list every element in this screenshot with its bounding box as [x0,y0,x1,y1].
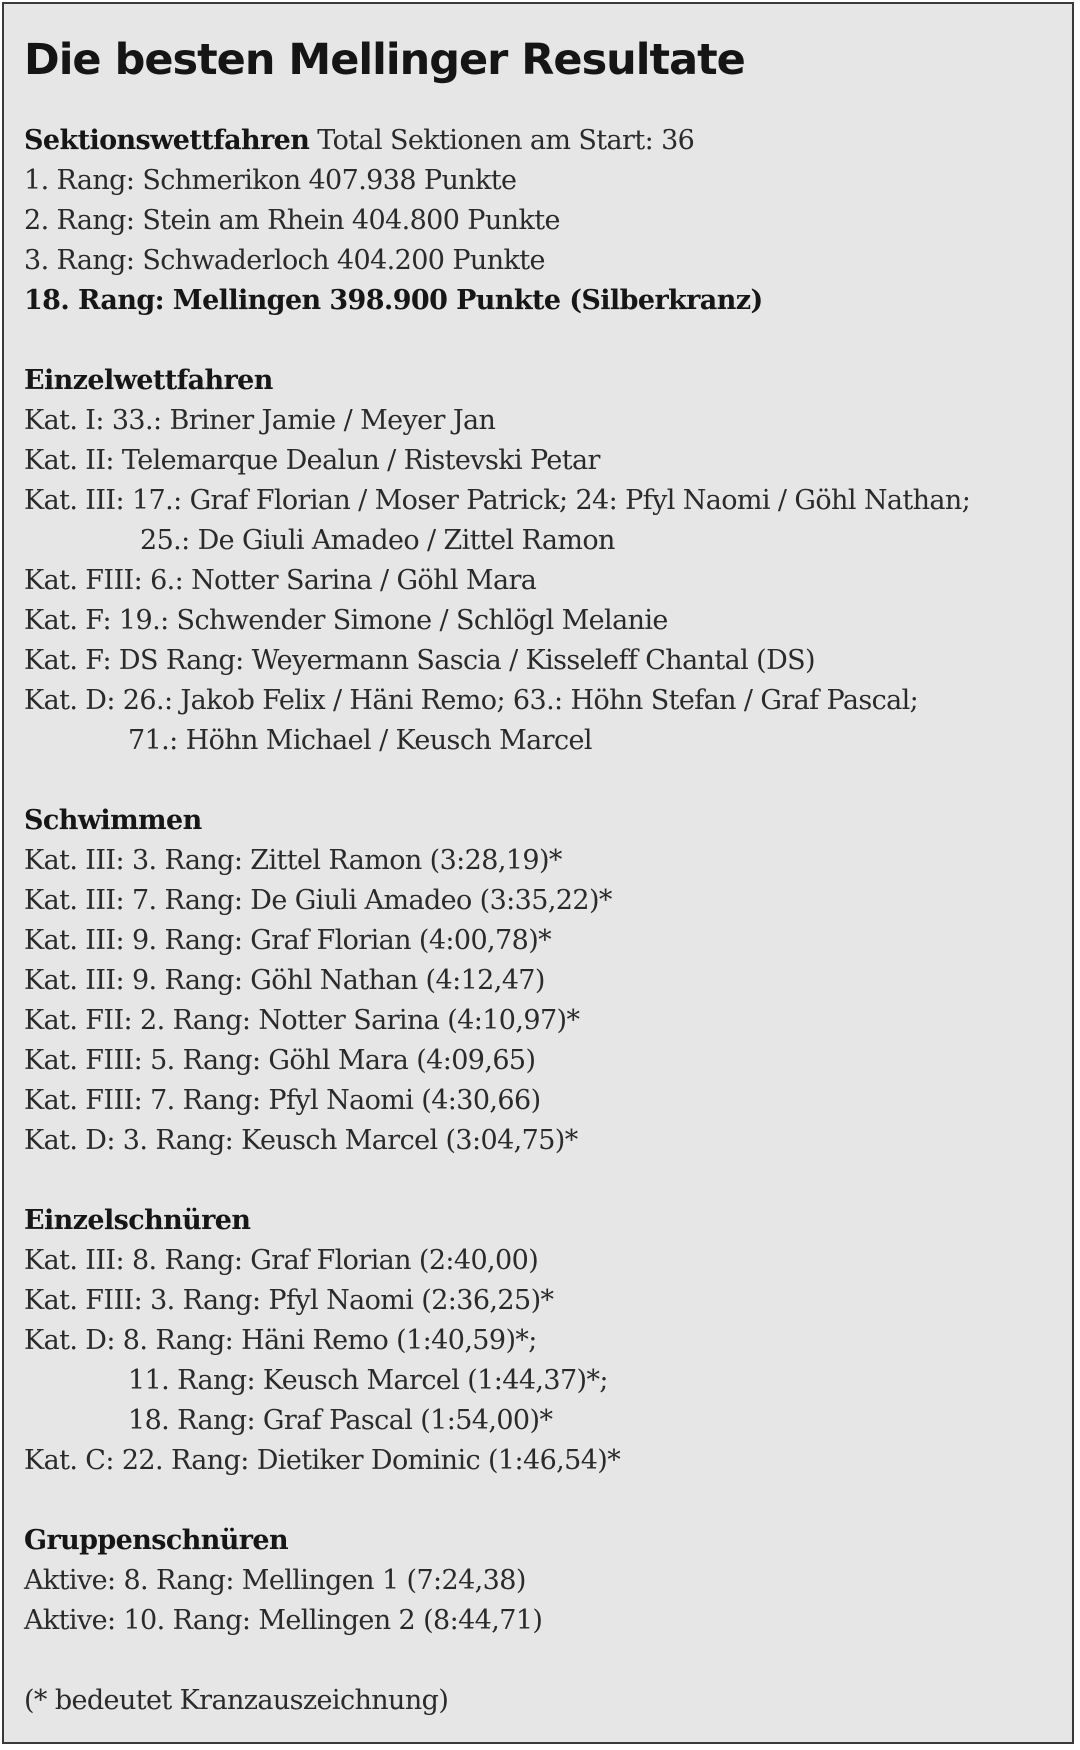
result-line: Kat. III: 9. Rang: Graf Florian (4:00,78)* [24,925,552,956]
result-line: Kat. F: 19.: Schwender Simone / Schlögl Melanie [24,605,668,636]
result-line: Kat. F: DS Rang: Weyermann Sascia / Kisseleff Chantal (DS) [24,645,815,676]
result-line: Kat. FIII: 3. Rang: Pfyl Naomi (2:36,25)* [24,1285,554,1316]
result-line: Kat. D: 3. Rang: Keusch Marcel (3:04,75)* [24,1125,578,1156]
result-line: Kat. I: 33.: Briner Jamie / Meyer Jan [24,405,496,436]
sektionswettfahren-header-line [24,121,1054,161]
result-line: Kat. FIII: 7. Rang: Pfyl Naomi (4:30,66) [24,1085,541,1116]
result-line: Kat. C: 22. Rang: Dietiker Dominic (1:46,54)* [24,1445,621,1476]
sektionen-total: Total Sektionen am Start: 36 [317,125,695,156]
section-heading-einzelwettfahren: Einzelwettfahren [24,365,273,396]
section-heading-schwimmen: Schwimmen [24,805,202,836]
results-box [2,2,1074,1744]
section-heading-sektionswettfahren: Sektionswettfahren [24,125,310,156]
result-line: 2. Rang: Stein am Rhein 404.800 Punkte [24,205,560,236]
results-content [24,121,1054,1721]
result-line: Kat. FIII: 6.: Notter Sarina / Göhl Mara [24,565,537,596]
section-spacer [24,761,1054,801]
mellingen-highlight-line: 18. Rang: Mellingen 398.900 Punkte (Silberkranz) [24,285,763,316]
result-line: Aktive: 10. Rang: Mellingen 2 (8:44,71) [24,1605,543,1636]
section-spacer [24,1481,1054,1521]
result-line: 3. Rang: Schwaderloch 404.200 Punkte [24,245,545,276]
section-spacer [24,1161,1054,1201]
result-line: Kat. III: 7. Rang: De Giuli Amadeo (3:35,22)* [24,885,612,916]
result-line: Kat. II: Telemarque Dealun / Ristevski Petar [24,445,600,476]
section-spacer [24,1641,1054,1681]
result-continuation-line: 11. Rang: Keusch Marcel (1:44,37)*; [128,1365,608,1396]
result-line: Kat. D: 26.: Jakob Felix / Häni Remo; 63.: Höhn Stefan / Graf Pascal; [24,685,919,716]
section-heading-einzelschnueren: Einzelschnüren [24,1205,251,1236]
section-spacer [24,321,1054,361]
result-line: Aktive: 8. Rang: Mellingen 1 (7:24,38) [24,1565,526,1596]
result-line: Kat. III: 9. Rang: Göhl Nathan (4:12,47) [24,965,545,996]
result-line: 1. Rang: Schmerikon 407.938 Punkte [24,165,517,196]
page-title: Die besten Mellinger Resultate [24,35,745,85]
result-line: Kat. FIII: 5. Rang: Göhl Mara (4:09,65) [24,1045,536,1076]
result-line: Kat. III: 8. Rang: Graf Florian (2:40,00) [24,1245,539,1276]
result-continuation-line: 25.: De Giuli Amadeo / Zittel Ramon [140,525,615,556]
result-line: Kat. D: 8. Rang: Häni Remo (1:40,59)*; [24,1325,537,1356]
footnote: (* bedeutet Kranzauszeichnung) [24,1685,449,1716]
result-continuation-line: 71.: Höhn Michael / Keusch Marcel [128,725,592,756]
section-heading-gruppenschnueren: Gruppenschnüren [24,1525,289,1556]
result-continuation-line: 18. Rang: Graf Pascal (1:54,00)* [128,1405,553,1436]
result-line: Kat. FII: 2. Rang: Notter Sarina (4:10,97)* [24,1005,580,1036]
result-line: Kat. III: 17.: Graf Florian / Moser Patrick; 24: Pfyl Naomi / Göhl Nathan; [24,485,971,516]
result-line: Kat. III: 3. Rang: Zittel Ramon (3:28,19)* [24,845,562,876]
